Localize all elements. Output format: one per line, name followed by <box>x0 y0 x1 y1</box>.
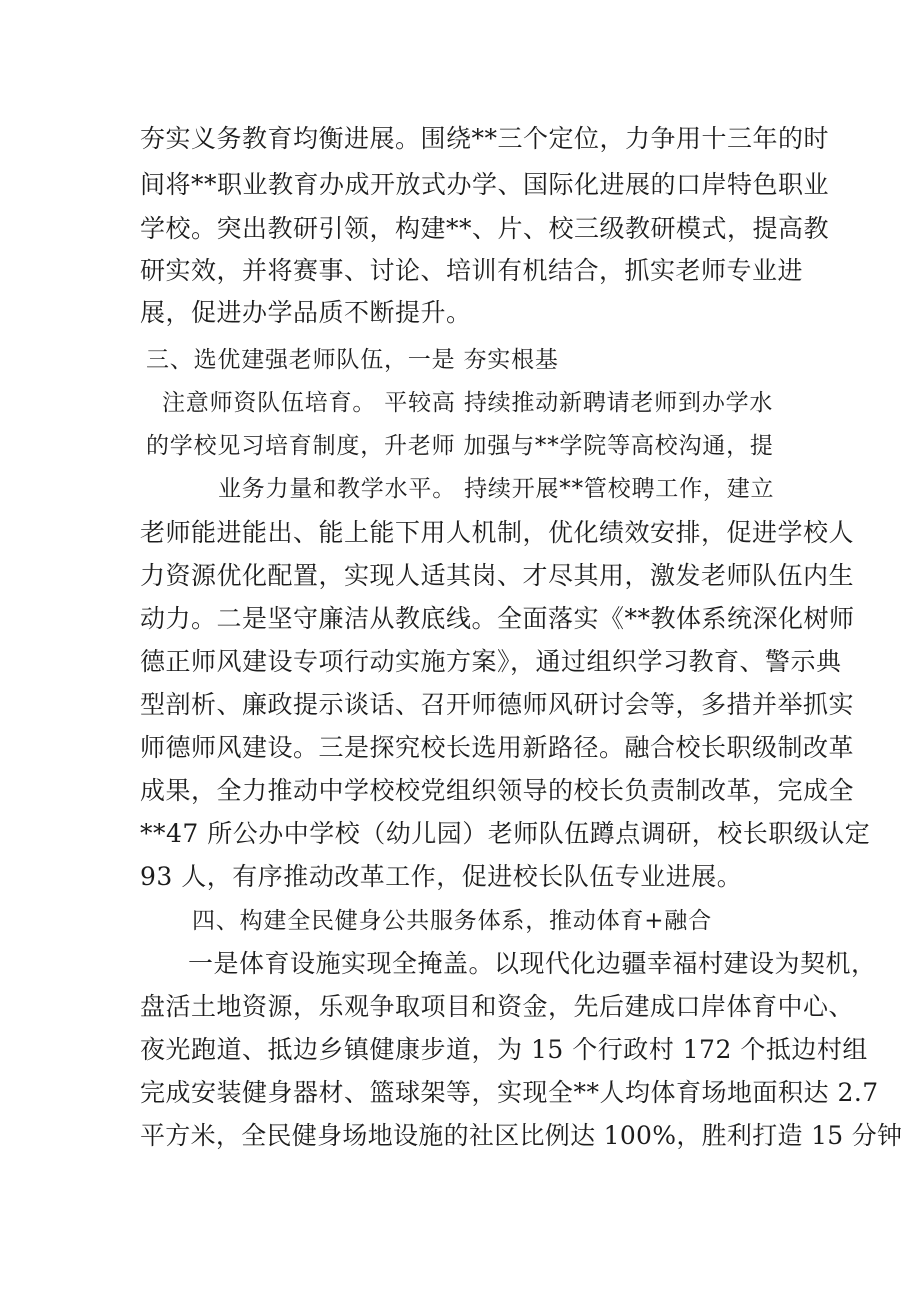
text-line: 平方米，全民健身场地设施的社区比例达 100%，胜利打造 15 分钟 <box>140 1121 903 1150</box>
text-line: 德正师风建设专项行动实施方案》，通过组织学习教育、警示典 <box>140 647 842 676</box>
text-line: 老师能进能出、能上能下用人机制，优化绩效安排，促进学校人 <box>140 518 855 547</box>
text-line: 力资源优化配置，实现人适其岗、才尽其用，激发老师队伍内生 <box>140 561 855 590</box>
text-line: 盘活土地资源，乐观争取项目和资金，先后建成口岸体育中心、 <box>140 992 855 1021</box>
text-line: **47 所公办中学校（幼儿园）老师队伍蹲点调研，校长职级认定 <box>140 819 871 848</box>
text-line: 一是体育设施实现全掩盖。以现代化边疆幸福村建设为契机， <box>188 949 877 978</box>
text-line: 93 人，有序推动改革工作，促进校长队伍专业进展。 <box>140 862 743 891</box>
text-line: 动力。二是坚守廉洁从教底线。全面落实《**教体系统深化树师 <box>140 604 855 633</box>
text-line: 完成安装健身器材、篮球架等，实现全**人均体育场地面积达 2.7 <box>140 1078 879 1107</box>
section-heading: 三、选优建强老师队伍，一是 夯实根基 <box>146 347 559 373</box>
text-line: 成果，全力推动中学校校党组织领导的校长负责制改革，完成全 <box>140 776 855 805</box>
text-line: 展，促进办学品质不断提升。 <box>140 298 472 327</box>
text-line: 的学校见习培育制度，升老师 加强与**学院等高校沟通，提 <box>146 433 774 459</box>
text-line: 研实效，并将赛事、讨论、培训有机结合，抓实老师专业进 <box>140 256 804 285</box>
text-line: 间将**职业教育办成开放式办学、国际化进展的口岸特色职业 <box>140 170 830 199</box>
text-line: 业务力量和教学水平。 持续开展**管校聘工作，建立 <box>218 476 775 502</box>
text-line: 师德师风建设。三是探究校长选用新路径。融合校长职级制改革 <box>140 733 855 762</box>
text-line: 注意师资队伍培育。 平较高 持续推动新聘请老师到办学水 <box>162 390 774 416</box>
text-line: 型剖析、廉政提示谈话、召开师德师风研讨会等，多措并举抓实 <box>140 690 855 719</box>
section-heading: 四、构建全民健身公共服务体系，推动体育+融合 <box>192 908 712 934</box>
text-line: 夜光跑道、抵边乡镇健康步道，为 15 个行政村 172 个抵边村组 <box>140 1035 868 1064</box>
text-line: 学校。突出教研引领，构建**、片、校三级教研模式，提高教 <box>140 214 830 243</box>
text-line: 夯实义务教育均衡进展。围绕**三个定位，力争用十三年的时 <box>140 124 830 153</box>
